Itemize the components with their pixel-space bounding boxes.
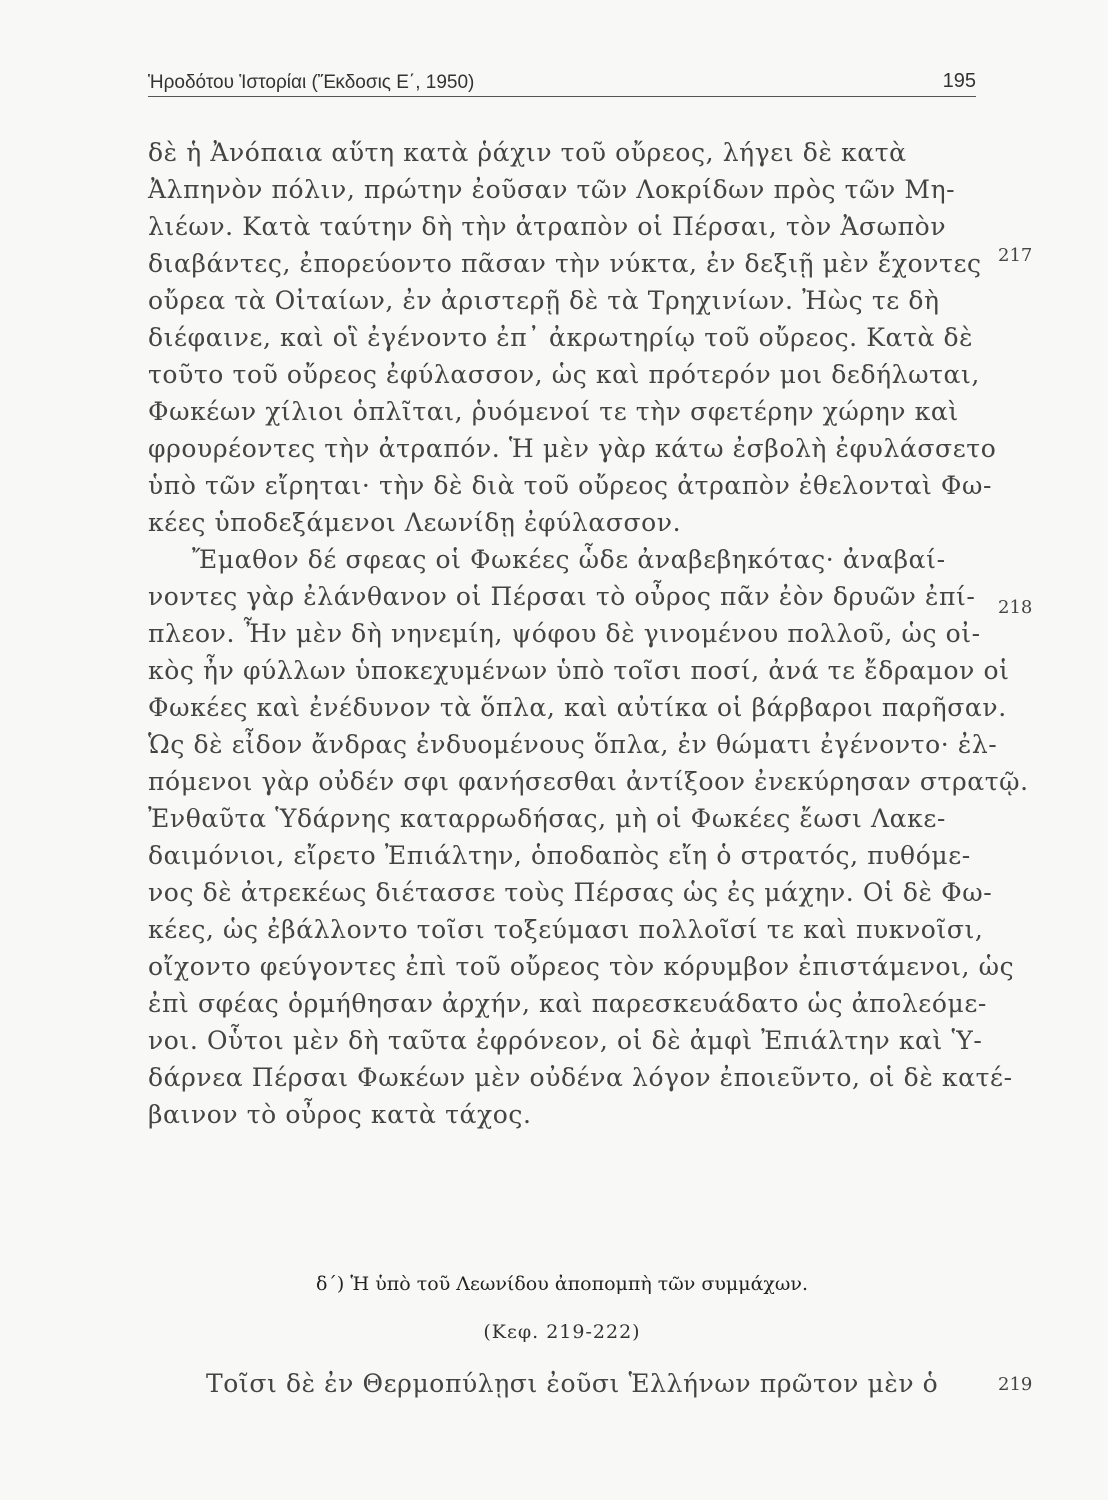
text-line: Ἔμαθον δέ σφεας οἱ Φωκέες ὧδε ἀναβεβηκότας· ἀναβαί-: [192, 545, 946, 574]
text-line: οἴχοντο φεύγοντες ἐπὶ τοῦ οὔρεος τὸν κόρυμβον ἐπιστάμενοι, ὡς: [148, 952, 1015, 981]
text-line: κέες, ὡς ἐβάλλοντο τοῖσι τοξεύμασι πολλοῖσί τε καὶ πυκνοῖσι,: [148, 915, 984, 944]
text-line: τοῦτο τοῦ οὔρεος ἐφύλασσον, ὡς καὶ πρότερόν μοι δεδήλωται,: [148, 360, 980, 389]
text-line: Ἐνθαῦτα Ὑδάρνης καταρρωδήσας, μὴ οἱ Φωκέες ἔωσι Λακε-: [148, 804, 946, 833]
text-line: Φωκέες καὶ ἐνέδυνον τὰ ὅπλα, καὶ αὐτίκα οἱ βάρβαροι παρῆσαν.: [148, 693, 1007, 722]
text-line: δὲ ἡ Ἀνόπαια αὕτη κατὰ ῥάχιν τοῦ οὔρεος, λήγει δὲ κατὰ: [148, 138, 907, 167]
text-line: Φωκέων χίλιοι ὁπλῖται, ῥυόμενοί τε τὴν σφετέρην χώρην καὶ: [148, 397, 959, 426]
running-title: Ἡροδότου Ἱστορίαι (Ἔκδοσις Ε΄, 1950): [148, 72, 475, 93]
text-line: πλεον. Ἦν μὲν δὴ νηνεμίη, ψόφου δὲ γινομένου πολλοῦ, ὡς οἰ-: [148, 619, 981, 648]
text-line: νοντες γὰρ ἐλάνθανον οἱ Πέρσαι τὸ οὖρος πᾶν ἐὸν δρυῶν ἐπί-: [148, 582, 976, 611]
margin-number: 218: [998, 597, 1033, 618]
header-rule: [148, 96, 976, 97]
text-line: οὔρεα τὰ Οἰταίων, ἐν ἀριστερῇ δὲ τὰ Τρηχινίων. Ἠὼς τε δὴ: [148, 286, 940, 315]
running-header: [148, 68, 976, 98]
text-line: νοι. Οὗτοι μὲν δὴ ταῦτα ἐφρόνεον, οἱ δὲ ἀμφὶ Ἐπιάλτην καὶ Ὑ-: [148, 1026, 983, 1055]
text-line: Ἀλπηνὸν πόλιν, πρώτην ἐοῦσαν τῶν Λοκρίδων πρὸς τῶν Μη-: [148, 175, 956, 204]
text-line: Ὡς δὲ εἶδον ἄνδρας ἐνδυομένους ὅπλα, ἐν θώματι ἐγένοντο· ἐλ-: [148, 730, 998, 759]
text-line: λιέων. Κατὰ ταύτην δὴ τὴν ἀτραπὸν οἱ Πέρσαι, τὸν Ἀσωπὸν: [148, 212, 947, 241]
text-line: πόμενοι γὰρ οὐδέν σφι φανήσεσθαι ἀντίξοον ἐνεκύρησαν στρατῷ.: [148, 767, 1029, 796]
page-number: 195: [942, 70, 976, 92]
text-line: ὑπὸ τῶν εἴρηται· τὴν δὲ διὰ τοῦ οὔρεος ἀτραπὸν ἐθελονταὶ Φω-: [148, 471, 993, 500]
text-line: νος δὲ ἀτρεκέως διέτασσε τοὺς Πέρσας ὡς ἐς μάχην. Οἱ δὲ Φω-: [148, 878, 993, 907]
section-title: δ΄) Ἡ ὑπὸ τοῦ Λεωνίδου ἀποπομπὴ τῶν συμμάχων.: [315, 1273, 809, 1295]
margin-number: 217: [998, 245, 1033, 266]
margin-number: 219: [998, 1374, 1033, 1395]
text-line: διέφαινε, καὶ οἳ ἐγένοντο ἐπ᾽ ἀκρωτηρίῳ τοῦ οὔρεος. Κατὰ δὲ: [148, 323, 974, 352]
text-line: δαιμόνιοι, εἴρετο Ἐπιάλτην, ὁποδαπὸς εἴη ὁ στρατός, πυθόμε-: [148, 841, 971, 870]
section-reference: (Κεφ. 219-222): [483, 1321, 641, 1343]
text-line: ἐπὶ σφέας ὁρμήθησαν ἀρχήν, καὶ παρεσκευάδατο ὡς ἀπολεόμε-: [148, 989, 987, 1018]
text-line: κὸς ἦν φύλλων ὑποκεχυμένων ὑπὸ τοῖσι ποσί, ἀνά τε ἔδραμον οἱ: [148, 656, 1010, 685]
text-line: κέες ὑποδεξάμενοι Λεωνίδῃ ἐφύλασσον.: [148, 508, 682, 537]
text-line: φρουρέοντες τὴν ἀτραπόν. Ἡ μὲν γὰρ κάτω ἐσβολὴ ἐφυλάσσετο: [148, 434, 997, 463]
text-line: Τοῖσι δὲ ἐν Θερμοπύλῃσι ἐοῦσι Ἑλλήνων πρῶτον μὲν ὁ: [206, 1369, 939, 1398]
text-line: διαβάντες, ἐπορεύοντο πᾶσαν τὴν νύκτα, ἐν δεξιῇ μὲν ἔχοντες: [148, 249, 982, 278]
text-line: δάρνεα Πέρσαι Φωκέων μὲν οὐδένα λόγον ἐποιεῦντο, οἱ δὲ κατέ-: [148, 1063, 1013, 1092]
text-line: βαινον τὸ οὖρος κατὰ τάχος.: [148, 1100, 532, 1129]
